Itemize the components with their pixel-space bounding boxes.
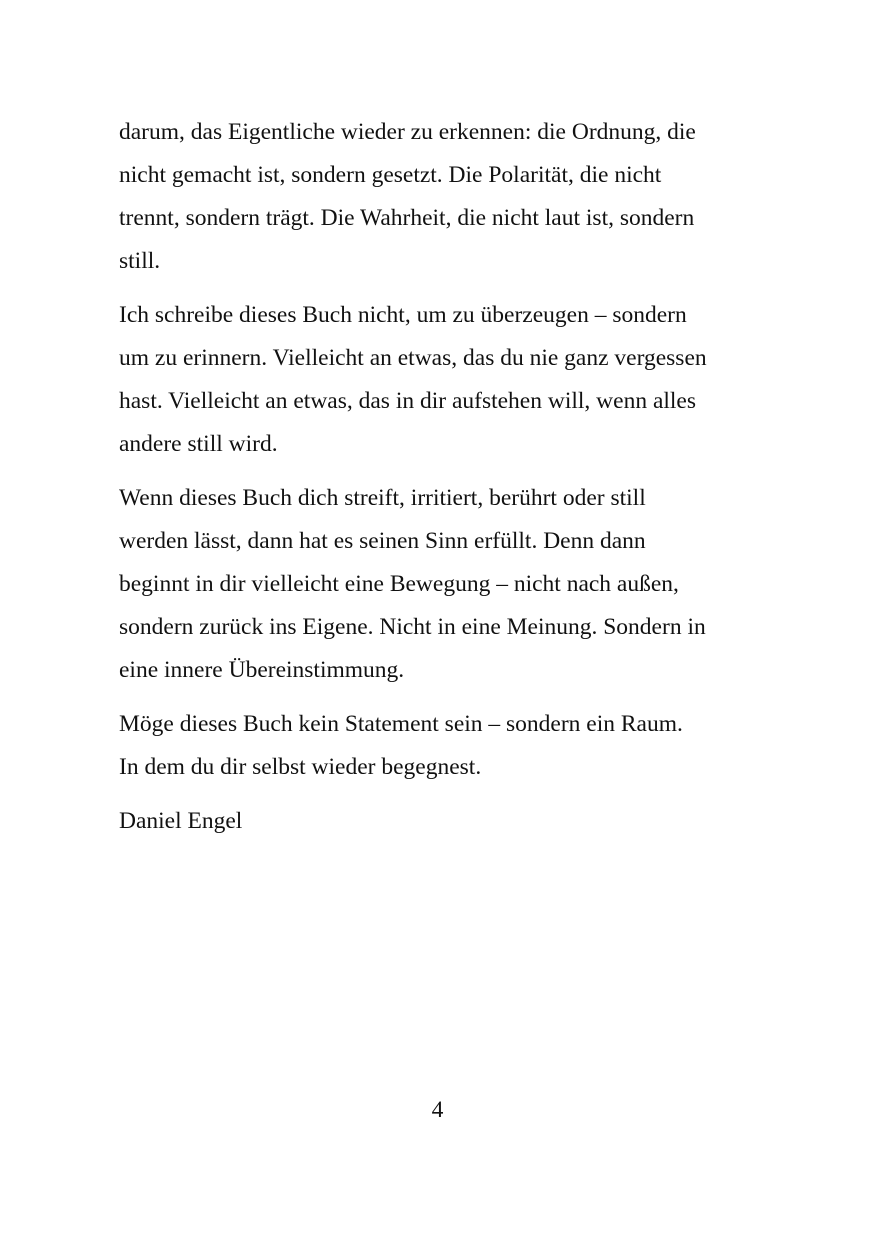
text-line: hast. Vielleicht an etwas, das in dir aufstehen will, wenn alles [119, 388, 697, 414]
text-line: werden lässt, dann hat es seinen Sinn erfüllt. Denn dann [119, 528, 646, 554]
paragraph-1 [119, 111, 759, 283]
text-line: trennt, sondern trägt. Die Wahrheit, die nicht laut ist, sondern [119, 205, 695, 231]
page-body [119, 111, 759, 843]
page-number: 4 [431, 1097, 444, 1123]
text-line: In dem du dir selbst wieder begegnest. [119, 754, 482, 780]
paragraph-3 [119, 477, 759, 692]
text-line: darum, das Eigentliche wieder zu erkennen: die Ordnung, die [119, 119, 696, 145]
text-line: sondern zurück ins Eigene. Nicht in eine Meinung. Sondern in [119, 614, 706, 640]
text-line: eine innere Übereinstimmung. [119, 657, 405, 683]
text-line: Wenn dieses Buch dich streift, irritiert, berührt oder still [119, 485, 646, 511]
author-signature: Daniel Engel [119, 808, 243, 834]
text-line: andere still wird. [119, 431, 278, 457]
paragraph-2 [119, 294, 759, 466]
paragraph-4 [119, 703, 759, 789]
text-line: Möge dieses Buch kein Statement sein – sondern ein Raum. [119, 711, 683, 737]
text-line: um zu erinnern. Vielleicht an etwas, das du nie ganz vergessen [119, 345, 707, 371]
text-line: beginnt in dir vielleicht eine Bewegung – nicht nach außen, [119, 571, 679, 597]
text-line: nicht gemacht ist, sondern gesetzt. Die Polarität, die nicht [119, 162, 662, 188]
text-line: Ich schreibe dieses Buch nicht, um zu überzeugen – sondern [119, 302, 687, 328]
text-line: still. [119, 248, 161, 274]
